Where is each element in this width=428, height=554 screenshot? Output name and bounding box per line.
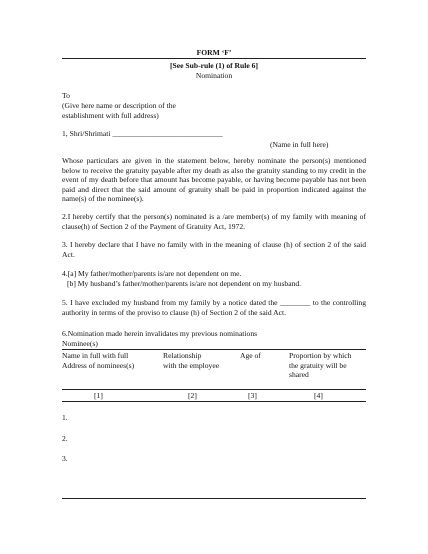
paragraph-4a: 4.[a] My father/mother/parents is/are not dependent on me. (62, 269, 242, 278)
name-prefix: 1, Shri/Shrimati (62, 129, 111, 138)
table-bottom-rule (62, 498, 366, 499)
table-number-rule (62, 401, 366, 402)
table-header-name: Name in full with full Address of nominees(s) (62, 351, 135, 370)
table-header-proportion: Proportion by which the gratuity will be shared (289, 351, 352, 380)
name-blank: _____________________________ (112, 129, 223, 138)
column-number-1: [1] (94, 391, 103, 400)
column-number-3: [3] (248, 391, 257, 400)
table-header-age: Age of (240, 351, 261, 360)
table-row: 2. (62, 434, 68, 443)
name-hint: (Name in full here) (270, 140, 329, 149)
name-line (62, 129, 223, 139)
form-subtitle: [See Sub-rule (1) of Rule 6] (170, 61, 258, 70)
form-title: FORM ‘F’ (196, 48, 232, 57)
column-number-2: [2] (188, 391, 197, 400)
to-label: To (62, 91, 70, 100)
table-header-rule (62, 389, 366, 390)
table-row: 1. (62, 413, 68, 422)
paragraph-1: Whose particulars are given in the statement below, hereby nominate the person(s) mentioned below to receive the gratuity payable after my death as also the gratuity standing to my credit in the event of my death before that amount has become payable, or having become payable has not been paid and direct that the said amount of gratuity shall be paid in proportion indicated against the name(s) of the nominee(s). (62, 156, 366, 204)
table-top-rule (62, 349, 366, 350)
table-header-relationship: Relationship with the employee (163, 351, 220, 370)
paragraph-3: 3. I hereby declare that I have no family with in the meaning of clause (h) of section 2 of the said Act. (62, 240, 366, 259)
paragraph-6a: 6.Nomination made herein invalidates my previous nominations (62, 329, 258, 338)
establishment-hint-line1: (Give here name or description of the (62, 101, 176, 110)
paragraph-5: 5. I have excluded my husband from my family by a notice dated the ________ to the controlling authority in terms of the proviso to clause (h) of Section 2 of the said Act. (62, 298, 366, 317)
paragraph-2: 2.I hereby certify that the person(s) nominated is a /are member(s) of my family with meaning of clause(h) of Section 2 of the Payment of Gratuity Act, 1972. (62, 212, 366, 231)
column-number-4: [4] (314, 391, 323, 400)
top-rule (62, 58, 366, 59)
nominees-label: Nominee(s) (62, 339, 98, 348)
paragraph-4b: [b] My husband’s father/mother/parents is/are not dependent on my husband. (67, 279, 302, 288)
table-row: 3. (62, 454, 68, 463)
form-subtitle-nomination: Nomination (195, 71, 233, 80)
establishment-hint-line2: establishment with full address) (62, 111, 159, 120)
